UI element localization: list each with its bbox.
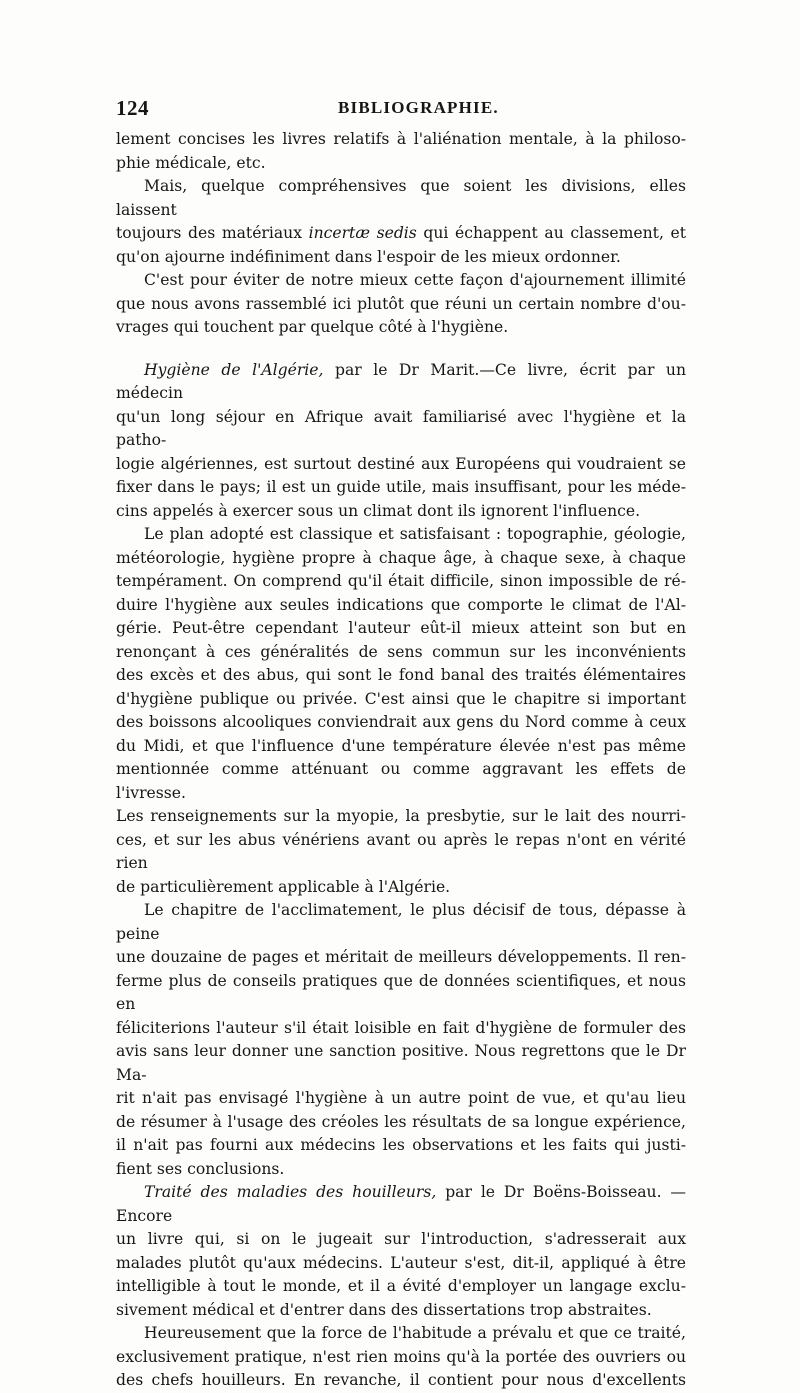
text-line: gérie. Peut-être cependant l'auteur eût-il mieux atteint son but en xyxy=(116,619,686,637)
text-line xyxy=(116,359,686,406)
text-line: fixer dans le pays; il est un guide utile, mais insuffisant, pour les méde- xyxy=(116,478,686,496)
text-line: lement concises les livres relatifs à l'aliénation mentale, à la philoso- xyxy=(116,130,686,148)
running-title: BIBLIOGRAPHIE. xyxy=(338,98,499,117)
text-line: des chefs houilleurs. En revanche, il contient pour nous d'excellents xyxy=(116,1371,686,1389)
text-line: qu'on ajourne indéfiniment dans l'espoir de les mieux ordonner. xyxy=(116,247,621,266)
text-line: qu'un long séjour en Afrique avait familiarisé avec l'hygiène et la patho- xyxy=(116,407,686,449)
text-line: cins appelés à exercer sous un climat dont ils ignorent l'influence. xyxy=(116,501,641,520)
text-line: il n'ait pas fourni aux médecins les observations et les faits qui justi- xyxy=(116,1136,686,1154)
text-line: d'hygiène publique ou privée. C'est ainsi que le chapitre si important xyxy=(116,689,686,708)
text-line: avis sans leur donner une sanction positive. Nous regrettons que le Dr Ma- xyxy=(116,1042,686,1084)
text-line: des excès et des abus, qui sont le fond banal des traités élémentaires xyxy=(116,666,686,684)
text-line: phie médicale, etc. xyxy=(116,153,266,172)
text-line: de particulièrement applicable à l'Algérie. xyxy=(116,877,451,896)
text-run: toujours des matériaux xyxy=(116,224,309,242)
text-line: rit n'ait pas envisagé l'hygiène à un autre point de vue, et qu'au lieu xyxy=(116,1089,686,1107)
text-line xyxy=(116,222,686,246)
book-title-houilleurs: Traité des maladies des houilleurs, xyxy=(144,1183,437,1201)
text-line: malades plutôt qu'aux médecins. L'auteur s'est, dit-il, appliqué à être xyxy=(116,1253,686,1272)
text-line: fient ses conclusions. xyxy=(116,1159,285,1178)
text-line: C'est pour éviter de notre mieux cette façon d'ajournement illimité xyxy=(144,271,686,289)
text-run: par le Dr Marit.—Ce livre, écrit par un médecin xyxy=(116,360,686,402)
text-line: sivement médical et d'entrer dans des dissertations trop abstraites. xyxy=(116,1300,652,1319)
text-line: Heureusement que la force de l'habitude a prévalu et que ce traité, xyxy=(144,1324,686,1342)
book-page xyxy=(116,96,686,1393)
text-line: un livre qui, si on le jugeait sur l'introduction, s'adresserait aux xyxy=(116,1230,686,1248)
text-line: ces, et sur les abus vénériens avant ou après le repas n'ont en vérité rien xyxy=(116,830,686,872)
book-title-algerie: Hygiène de l'Algérie, xyxy=(144,360,324,379)
text-line: vrages qui touchent par quelque côté à l'hygiène. xyxy=(116,318,509,336)
text-line: du Midi, et que l'influence d'une température élevée n'est pas même xyxy=(116,736,686,755)
text-line: tempérament. On comprend qu'il était difficile, sinon impossible de ré- xyxy=(116,572,686,590)
page-number: 124 xyxy=(116,96,149,120)
text-line: des boissons alcooliques conviendrait aux gens du Nord comme à ceux xyxy=(116,713,686,731)
text-line: Le plan adopté est classique et satisfaisant : topographie, géologie, xyxy=(144,525,686,543)
text-line: Mais, quelque compréhensives que soient les divisions, elles laissent xyxy=(116,177,686,219)
text-line: renonçant à ces généralités de sens commun sur les inconvénients xyxy=(116,642,686,661)
text-line: de résumer à l'usage des créoles les résultats de sa longue expérience, xyxy=(116,1112,686,1131)
text-run: qui échappent au classement, et xyxy=(416,224,687,242)
italic-phrase: incertæ sedis xyxy=(308,224,417,242)
text-run: par le Dr Boëns-Boisseau. — Encore xyxy=(116,1183,687,1225)
text-line: féliciterions l'auteur s'il était loisible en fait d'hygiène de formuler des xyxy=(116,1018,686,1037)
text-line: logie algériennes, est surtout destiné aux Européens qui voudraient se xyxy=(116,454,686,473)
text-line: une douzaine de pages et méritait de meilleurs développements. Il ren- xyxy=(116,948,686,966)
text-line: ferme plus de conseils pratiques que de données scientifiques, et nous en xyxy=(116,971,686,1013)
text-line xyxy=(116,1181,686,1228)
page-body xyxy=(116,128,686,1393)
text-line: exclusivement pratique, n'est rien moins qu'à la portée des ouvriers ou xyxy=(116,1347,686,1366)
page-header xyxy=(116,96,686,128)
text-line: duire l'hygiène aux seules indications que comporte le climat de l'Al- xyxy=(116,595,686,614)
text-line: mentionnée comme atténuant ou comme aggravant les effets de l'ivresse. xyxy=(116,760,686,802)
text-line: Les renseignements sur la myopie, la presbytie, sur le lait des nourri- xyxy=(116,807,686,825)
text-line: que nous avons rassemblé ici plutôt que réuni un certain nombre d'ou- xyxy=(116,294,686,313)
text-line: Le chapitre de l'acclimatement, le plus décisif de tous, dépasse à peine xyxy=(116,901,686,943)
text-line: intelligible à tout le monde, et il a évité d'employer un langage exclu- xyxy=(116,1277,686,1295)
text-line: météorologie, hygiène propre à chaque âge, à chaque sexe, à chaque xyxy=(116,548,686,567)
